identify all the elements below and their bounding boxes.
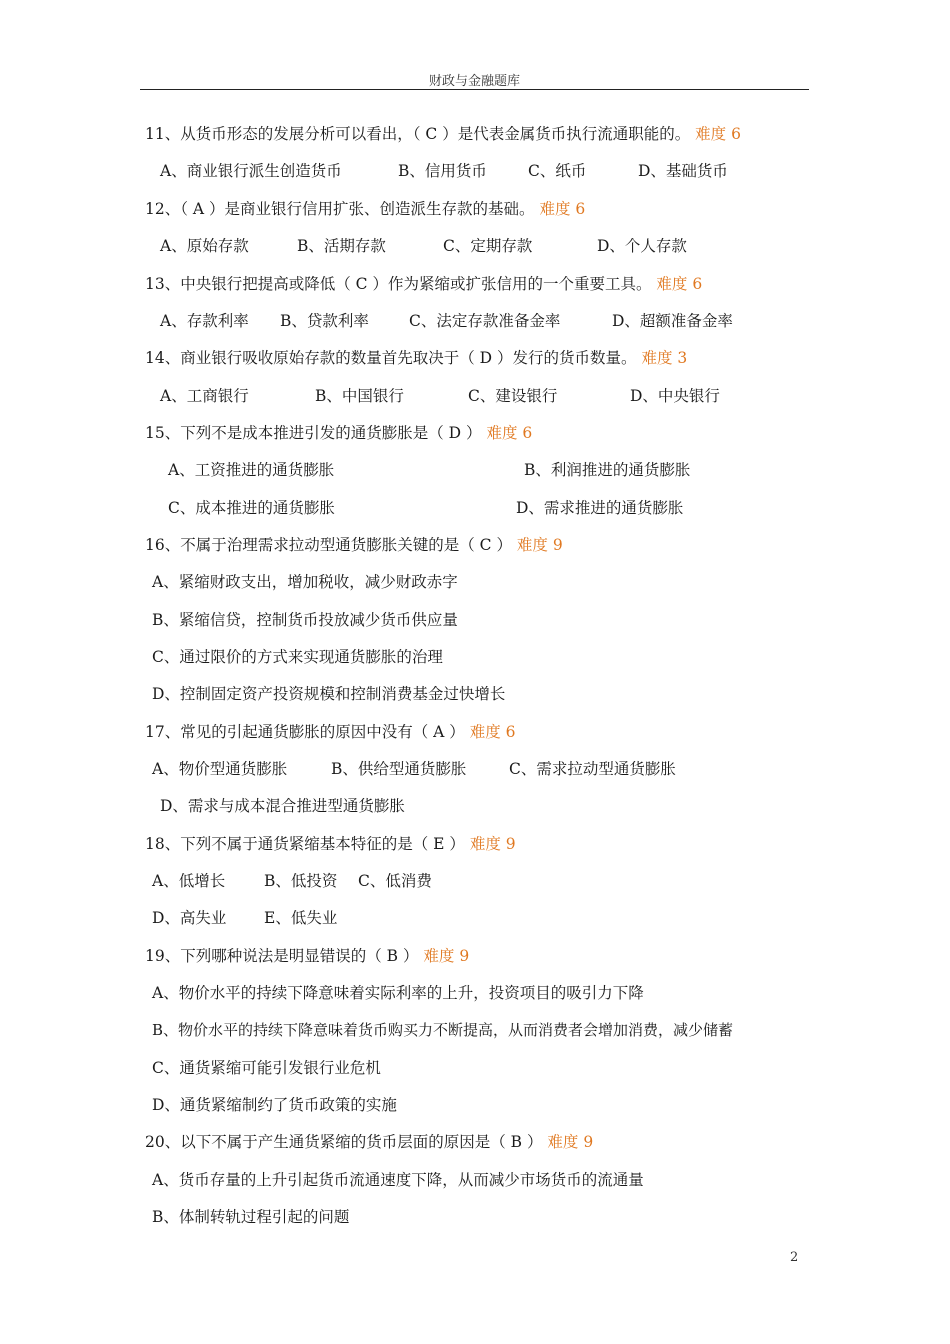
question-20-difficulty: 难度 9 [547, 1133, 594, 1151]
question-15-difficulty: 难度 6 [486, 424, 533, 442]
question-11-option-c: C、纸币 [528, 162, 587, 180]
page-number: 2 [790, 1250, 799, 1265]
question-18-option-e: E、低失业 [264, 909, 338, 927]
question-14-option-d: D、中央银行 [630, 387, 720, 405]
question-12-stem: 12、（ A ）是商业银行信用扩张、创造派生存款的基础。 难度 6 [145, 200, 586, 218]
question-19-option-c: C、通货紧缩可能引发银行业危机 [152, 1059, 381, 1077]
question-15-option-b: B、利润推进的通货膨胀 [524, 461, 691, 479]
question-12-option-d: D、个人存款 [597, 237, 687, 255]
question-17-option-d: D、需求与成本混合推进型通货膨胀 [160, 797, 405, 815]
question-15-option-c: C、成本推进的通货膨胀 [168, 499, 335, 517]
question-19-difficulty: 难度 9 [423, 947, 470, 965]
question-13-option-d: D、超额准备金率 [612, 312, 733, 330]
question-15-option-a: A、工资推进的通货膨胀 [168, 461, 335, 479]
question-12-option-c: C、定期存款 [443, 237, 533, 255]
header-rule [140, 89, 809, 90]
question-12-difficulty: 难度 6 [539, 200, 586, 218]
question-14-option-a: A、工商银行 [160, 387, 249, 405]
question-17-difficulty: 难度 6 [469, 723, 516, 741]
question-16-stem: 16、不属于治理需求拉动型通货膨胀关键的是（ C ） 难度 9 [145, 536, 563, 554]
question-14-option-b: B、中国银行 [315, 387, 404, 405]
question-18-difficulty: 难度 9 [469, 835, 516, 853]
question-16-option-a: A、紧缩财政支出，增加税收，减少财政赤字 [152, 573, 458, 591]
question-17-option-c: C、需求拉动型通货膨胀 [509, 760, 676, 778]
question-12-option-b: B、活期存款 [297, 237, 386, 255]
question-11-option-d: D、基础货币 [638, 162, 728, 180]
question-18-option-b: B、低投资 [264, 872, 338, 890]
question-19-option-a: A、物价水平的持续下降意味着实际利率的上升，投资项目的吸引力下降 [152, 984, 644, 1002]
question-14-stem: 14、商业银行吸收原始存款的数量首先取决于（ D ）发行的货币数量。 难度 3 [145, 349, 688, 367]
question-20-stem: 20、以下不属于产生通货紧缩的货币层面的原因是（ B ） 难度 9 [145, 1133, 594, 1151]
question-14-option-c: C、建设银行 [468, 387, 558, 405]
question-15-stem: 15、下列不是成本推进引发的通货膨胀是（ D ） 难度 6 [145, 424, 533, 442]
question-13-option-a: A、存款利率 [160, 312, 249, 330]
question-16-option-b: B、紧缩信贷，控制货币投放减少货币供应量 [152, 611, 458, 629]
question-14-difficulty: 难度 3 [641, 349, 688, 367]
question-11-stem: 11、从货币形态的发展分析可以看出，（ C ）是代表金属货币执行流通职能的。 难度 6 [145, 125, 741, 143]
question-20-option-b: B、体制转轨过程引起的问题 [152, 1208, 350, 1226]
question-15-option-d: D、需求推进的通货膨胀 [516, 499, 684, 517]
question-19-stem: 19、下列哪种说法是明显错误的（ B ） 难度 9 [145, 947, 470, 965]
question-18-option-c: C、低消费 [358, 872, 432, 890]
question-17-option-b: B、供给型通货膨胀 [331, 760, 467, 778]
question-18-option-a: A、低增长 [152, 872, 226, 890]
question-18-stem: 18、下列不属于通货紧缩基本特征的是（ E ） 难度 9 [145, 835, 516, 853]
question-19-option-b: B、物价水平的持续下降意味着货币购买力不断提高，从而消费者会增加消费，减少储蓄 [152, 1021, 734, 1039]
question-13-difficulty: 难度 6 [656, 275, 703, 293]
question-11-difficulty: 难度 6 [695, 125, 741, 143]
question-18-option-d: D、高失业 [152, 909, 227, 927]
question-13-option-c: C、法定存款准备金率 [409, 312, 561, 330]
question-16-option-c: C、通过限价的方式来实现通货膨胀的治理 [152, 648, 443, 666]
question-16-difficulty: 难度 9 [516, 536, 563, 554]
question-11-option-b: B、信用货币 [398, 162, 487, 180]
question-17-stem: 17、常见的引起通货膨胀的原因中没有（ A ） 难度 6 [145, 723, 516, 741]
question-11-option-a: A、商业银行派生创造货币 [160, 162, 342, 180]
question-16-option-d: D、控制固定资产投资规模和控制消费基金过快增长 [152, 685, 506, 703]
question-13-option-b: B、贷款利率 [280, 312, 369, 330]
question-13-stem: 13、中央银行把提高或降低（ C ）作为紧缩或扩张信用的一个重要工具。 难度 6 [145, 275, 703, 293]
question-17-option-a: A、物价型通货膨胀 [152, 760, 288, 778]
question-12-option-a: A、原始存款 [160, 237, 249, 255]
page-header: 财政与金融题库 [428, 74, 520, 89]
question-20-option-a: A、货币存量的上升引起货币流通速度下降，从而减少市场货币的流通量 [152, 1171, 644, 1189]
question-19-option-d: D、通货紧缩制约了货币政策的实施 [152, 1096, 397, 1114]
